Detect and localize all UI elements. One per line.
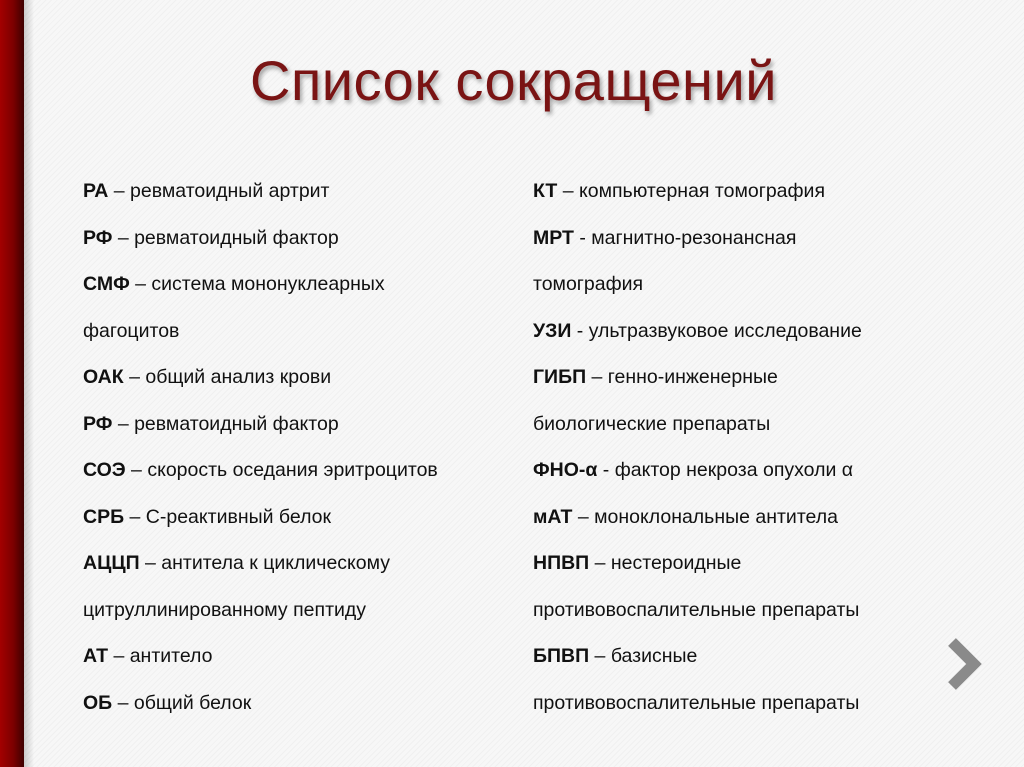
list-item <box>83 401 513 448</box>
definition: – моноклональные антитела <box>572 505 838 528</box>
list-item <box>533 261 943 308</box>
definition: – ревматоидный артрит <box>108 180 330 202</box>
list-item <box>83 587 513 634</box>
definition: – общий белок <box>112 691 252 714</box>
definition: – система мононуклеарных <box>129 273 385 295</box>
abbreviation: ФНО-α <box>533 459 598 481</box>
list-item <box>83 168 513 215</box>
definition: томография <box>533 273 644 295</box>
abbreviation: РА <box>83 180 109 202</box>
abbreviation: АЦЦП <box>83 552 140 574</box>
definition: – С-реактивный белок <box>124 505 332 528</box>
definition: цитруллинированному пептиду <box>83 598 367 621</box>
definition: – скорость оседания эритроцитов <box>125 459 438 481</box>
definition: – общий анализ крови <box>123 366 332 388</box>
abbreviation: СРБ <box>83 505 125 528</box>
list-item <box>533 587 943 634</box>
abbreviation: мАТ <box>533 505 573 528</box>
abbreviation: АТ <box>83 645 109 667</box>
list-item <box>533 215 943 262</box>
list-item <box>533 540 943 587</box>
list-item <box>533 308 943 355</box>
list-item <box>83 447 513 494</box>
chevron-right-shape <box>952 642 974 686</box>
definition: – нестероидные <box>589 552 742 574</box>
list-item <box>533 494 943 541</box>
abbreviation: ОАК <box>83 366 124 388</box>
abbreviation: СОЭ <box>83 459 126 481</box>
definition: – ревматоидный фактор <box>112 412 339 435</box>
definition: – антитело <box>108 645 213 667</box>
page-title: Список сокращений <box>250 49 778 112</box>
list-item <box>533 633 943 680</box>
abbreviation: БПВП <box>533 645 590 667</box>
definition: фагоцитов <box>83 319 180 342</box>
list-item <box>83 308 513 355</box>
side-accent-bar <box>0 0 24 767</box>
list-item <box>83 540 513 587</box>
list-item <box>533 168 943 215</box>
abbreviation: ОБ <box>83 691 113 714</box>
list-item <box>533 354 943 401</box>
list-item <box>533 447 943 494</box>
abbreviation: СМФ <box>83 273 130 295</box>
abbreviation: УЗИ <box>533 319 572 342</box>
definition: - магнитно-резонансная <box>573 226 797 249</box>
list-item <box>533 401 943 448</box>
list-item <box>83 680 513 727</box>
abbreviation: МРТ <box>533 226 574 249</box>
definition: - ультразвуковое исследование <box>571 319 862 342</box>
chevron-right-icon[interactable] <box>944 636 984 692</box>
list-item <box>83 215 513 262</box>
definition: противовоспалительные препараты <box>533 691 860 714</box>
list-item <box>83 354 513 401</box>
abbreviation: РФ <box>83 412 113 435</box>
abbreviation: КТ <box>533 180 558 202</box>
definition: биологические препараты <box>533 412 771 435</box>
abbreviation: НПВП <box>533 552 590 574</box>
list-item <box>83 633 513 680</box>
abbreviation: РФ <box>83 226 113 249</box>
definition: – базисные <box>589 645 698 667</box>
abbreviations-right-column <box>533 168 943 726</box>
list-item <box>83 494 513 541</box>
abbreviation: ГИБП <box>533 366 587 388</box>
definition: противовоспалительные препараты <box>533 598 860 621</box>
definition: - фактор некроза опухоли α <box>597 459 854 481</box>
definition: – ревматоидный фактор <box>112 226 339 249</box>
definition: – компьютерная томография <box>557 180 826 202</box>
definition: – антитела к циклическому <box>139 552 391 574</box>
list-item <box>533 680 943 727</box>
list-item <box>83 261 513 308</box>
abbreviations-left-column <box>83 168 513 726</box>
definition: – генно-инженерные <box>586 366 778 388</box>
